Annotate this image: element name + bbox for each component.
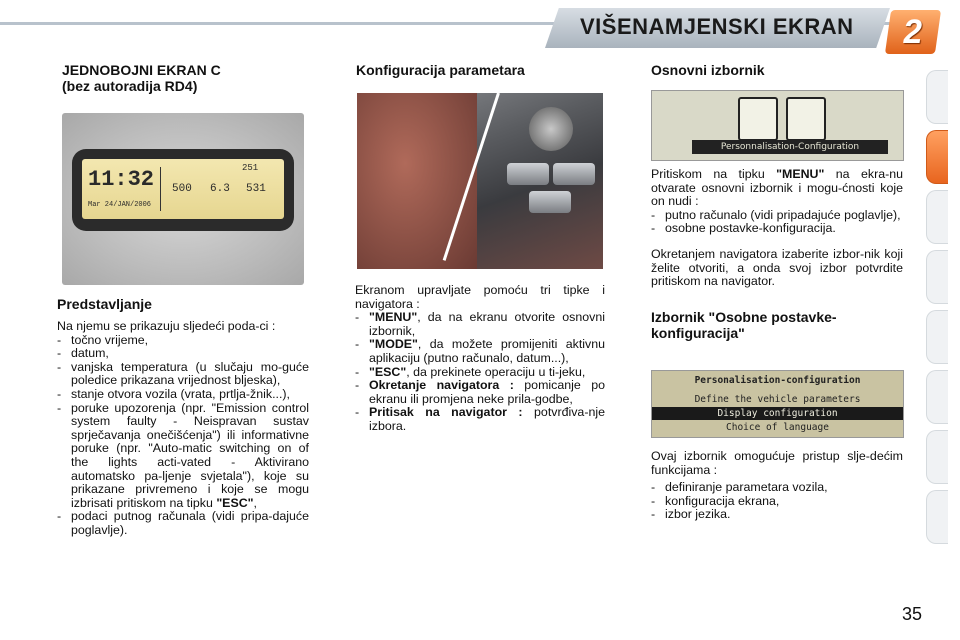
menu-option-display: Display configuration <box>652 407 903 420</box>
list-item: - osobne postavke-konfiguracija. <box>651 221 836 236</box>
list-item: - datum, <box>57 346 109 361</box>
personalisation-menu-screen <box>651 370 904 438</box>
mode-key <box>553 163 595 185</box>
screen-menu-bar: Personnalisation-Configuration <box>692 140 888 154</box>
menu-screen-title: Personalisation-configuration <box>694 375 861 386</box>
chapter-tab-4[interactable] <box>926 250 948 304</box>
fuel-pump-icon <box>738 97 778 141</box>
menu-option-vehicle: Define the vehicle parameters <box>694 394 861 405</box>
list-item: - podaci putnog računala (vidi pripa-dajuće poglavlje). <box>57 509 309 537</box>
chapter-tab-1[interactable] <box>926 70 948 124</box>
seat-leather <box>357 93 477 269</box>
col2-list <box>355 311 605 433</box>
control-buttons-photo <box>357 93 603 269</box>
col3-p2: Okretanjem navigatora izaberite izbor-nik koji želite otvoriti, a onda svoj izbor potvrdite pritiskom na navigator. <box>651 246 903 289</box>
col3-list1 <box>651 209 903 236</box>
page-title: VIŠENAMJENSKI EKRAN <box>580 14 854 39</box>
col1-heading <box>62 62 307 94</box>
col1-title-line1: JEDNOBOJNI EKRAN C <box>62 62 221 78</box>
esc-key <box>529 191 571 213</box>
chapter-tab-2[interactable] <box>926 130 948 184</box>
chapter-tab-3[interactable] <box>926 190 948 244</box>
display-divider <box>160 167 167 211</box>
chapter-tabs <box>926 70 948 550</box>
display-screen <box>82 159 284 219</box>
col1-body <box>57 296 309 538</box>
chapter-tab-7[interactable] <box>926 430 948 484</box>
monochrome-display-photo <box>62 113 304 285</box>
chapter-tab-5[interactable] <box>926 310 948 364</box>
list-item: - konfiguracija ekrana, <box>651 493 780 508</box>
display-value-4: 531 <box>246 183 266 195</box>
col1-intro: Na njemu se prikazuju sljedeći poda-ci : <box>57 319 276 333</box>
list-item: - stanje otvora vozila (vrata, prtlja-žnik...), <box>57 386 290 401</box>
col3-list2 <box>651 481 903 522</box>
col3-p3: Ovaj izbornik omogućuje pristup slje-dećim funkcijama : <box>651 449 903 477</box>
list-item: - definiranje parametara vozila, <box>651 480 828 495</box>
col3-body <box>651 168 903 341</box>
col3-title2-line1: Izbornik "Osobne postavke- <box>651 308 837 325</box>
col3-body2 <box>651 450 903 522</box>
list-item: - vanjska temperatura (u slučaju mo-guće poledice prikazana vrijednost bljeska), <box>57 359 309 388</box>
chapter-badge: 2 <box>885 10 941 54</box>
chapter-tab-8[interactable] <box>926 490 948 544</box>
list-item: - Okretanje navigatora : pomicanje po ekranu ili promjena neke prila-godbe, <box>355 378 605 406</box>
main-menu-screen <box>651 90 904 161</box>
list-item: - "MODE", da možete promijeniti aktivnu aplikaciju (putno računalo, datum...), <box>355 337 605 365</box>
settings-icon <box>786 97 826 141</box>
display-date: Mar 24/JAN/2006 <box>88 201 152 209</box>
list-item: - "ESC", da prekinete operaciju u ti-jeku, <box>355 364 586 379</box>
list-item: - točno vrijeme, <box>57 332 149 347</box>
col3-title2-line2: konfiguracija" <box>651 324 745 341</box>
list-item: - "MENU", da na ekranu otvorite osnovni izbornik, <box>355 310 605 338</box>
col2-intro: Ekranom upravljate pomoću tri tipke i navigatora : <box>355 283 605 311</box>
col2-body <box>355 284 605 434</box>
col2-title: Konfiguracija parametara <box>356 62 525 78</box>
list-item: - izbor jezika. <box>651 507 731 522</box>
display-time: 11:32 <box>88 167 155 192</box>
chapter-tab-6[interactable] <box>926 370 948 424</box>
list-item: - putno računalo (vidi pripadajuće poglavlje), <box>651 207 901 222</box>
section-presentation: Predstavljanje <box>57 296 152 312</box>
menu-key <box>507 163 549 185</box>
list-item: - poruke upozorenja (npr. "Emission control system faulty - Neispravan sustav sprječavanja onečišćenja") ili informativne poruke (npr. "Auto-matic switching on of the lights acti-vated - Aktivirano automatsko pa-ljenje svjetala"), koje su prikazane privremeno i koje se mogu izbrisati pritiskom na tipku "ESC", <box>57 400 309 510</box>
col3-p1: Pritiskom na tipku "MENU" na ekra-nu otvarate osnovni izbornik i mogu-ćnosti koje on nudi : <box>651 167 903 209</box>
col1-list <box>57 334 309 538</box>
display-value-3: 6.3 <box>210 183 230 195</box>
list-item: - Pritisak na navigator : potvrđiva-nje izbora. <box>355 405 605 433</box>
col3-title: Osnovni izbornik <box>651 62 765 78</box>
display-value-1: 251 <box>242 163 259 173</box>
col1-title-line2: (bez autoradija RD4) <box>62 78 198 94</box>
display-value-2: 500 <box>172 183 192 195</box>
page-number: 35 <box>902 604 923 624</box>
navigator-knob <box>529 107 573 151</box>
menu-option-language: Choice of language <box>726 422 829 433</box>
